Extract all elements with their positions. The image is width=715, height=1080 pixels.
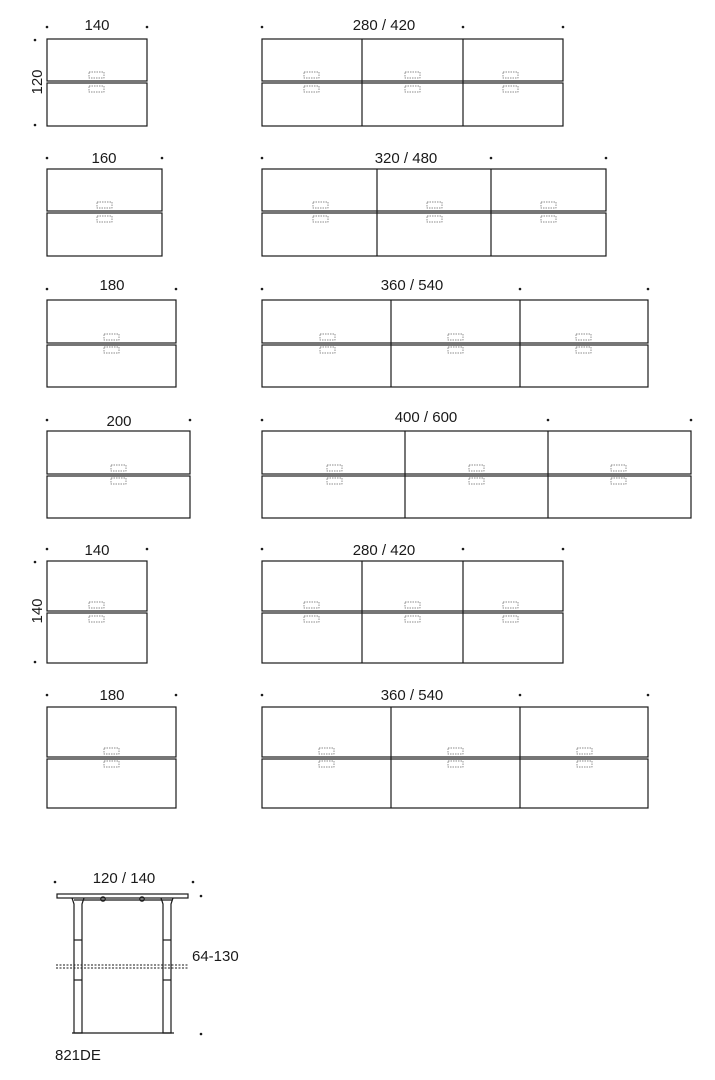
row-2-single-width-label: 160 — [91, 150, 117, 167]
row-6-combo-desk — [262, 707, 648, 808]
row-2-combo-desk — [262, 169, 606, 256]
row-2 — [46, 150, 608, 256]
row-3 — [46, 277, 650, 387]
row-3-single-desk — [47, 300, 176, 387]
side-view-dimension-dots — [54, 881, 203, 1036]
row-5-dimension-dots — [34, 548, 565, 664]
row-4-single-width-label: 200 — [106, 413, 132, 430]
row-5-single-depth-label: 140 — [29, 598, 46, 624]
row-6-dimension-dots — [46, 694, 650, 697]
row-4-combo-width-label: 400 / 600 — [394, 409, 458, 426]
row-5-combo-desk — [262, 561, 563, 663]
row-1-single-desk — [47, 39, 147, 126]
height-adjust-dashed-line — [56, 965, 188, 968]
row-4-combo-desk — [262, 431, 691, 518]
row-2-dimension-dots — [46, 157, 608, 160]
row-1-dimension-dots — [34, 26, 565, 127]
row-5 — [29, 542, 564, 663]
side-view-height-label: 64-130 — [192, 948, 239, 965]
row-6 — [46, 687, 650, 808]
row-1-single-depth-label: 120 — [29, 69, 46, 95]
row-5-single-desk — [47, 561, 147, 663]
row-5-combo-width-label: 280 / 420 — [352, 542, 416, 559]
row-6-single-desk — [47, 707, 176, 808]
row-1 — [29, 17, 564, 126]
row-3-combo-desk — [262, 300, 648, 387]
row-1-single-width-label: 140 — [84, 17, 110, 34]
row-6-single-width-label: 180 — [99, 687, 125, 704]
row-5-single-width-label: 140 — [84, 542, 110, 559]
row-3-dimension-dots — [46, 288, 650, 291]
desk-side-frame — [57, 894, 188, 1033]
row-6-combo-width-label: 360 / 540 — [380, 687, 444, 704]
model-code-label: 821DE — [55, 1047, 101, 1064]
row-1-combo-desk — [262, 39, 563, 126]
row-2-cable-ports — [97, 202, 556, 222]
row-5-cable-ports — [89, 602, 518, 622]
row-1-combo-width-label: 280 / 420 — [352, 17, 416, 34]
side-view-width-label: 120 / 140 — [92, 870, 156, 887]
row-4-single-desk — [47, 431, 190, 518]
row-3-combo-width-label: 360 / 540 — [380, 277, 444, 294]
side-elevation-view — [54, 870, 239, 1064]
row-4-dimension-dots — [46, 419, 693, 422]
row-2-combo-width-label: 320 / 480 — [374, 150, 438, 167]
row-2-single-desk — [47, 169, 162, 256]
row-1-cable-ports — [89, 72, 518, 92]
row-3-single-width-label: 180 — [99, 277, 125, 294]
row-4 — [46, 409, 693, 518]
